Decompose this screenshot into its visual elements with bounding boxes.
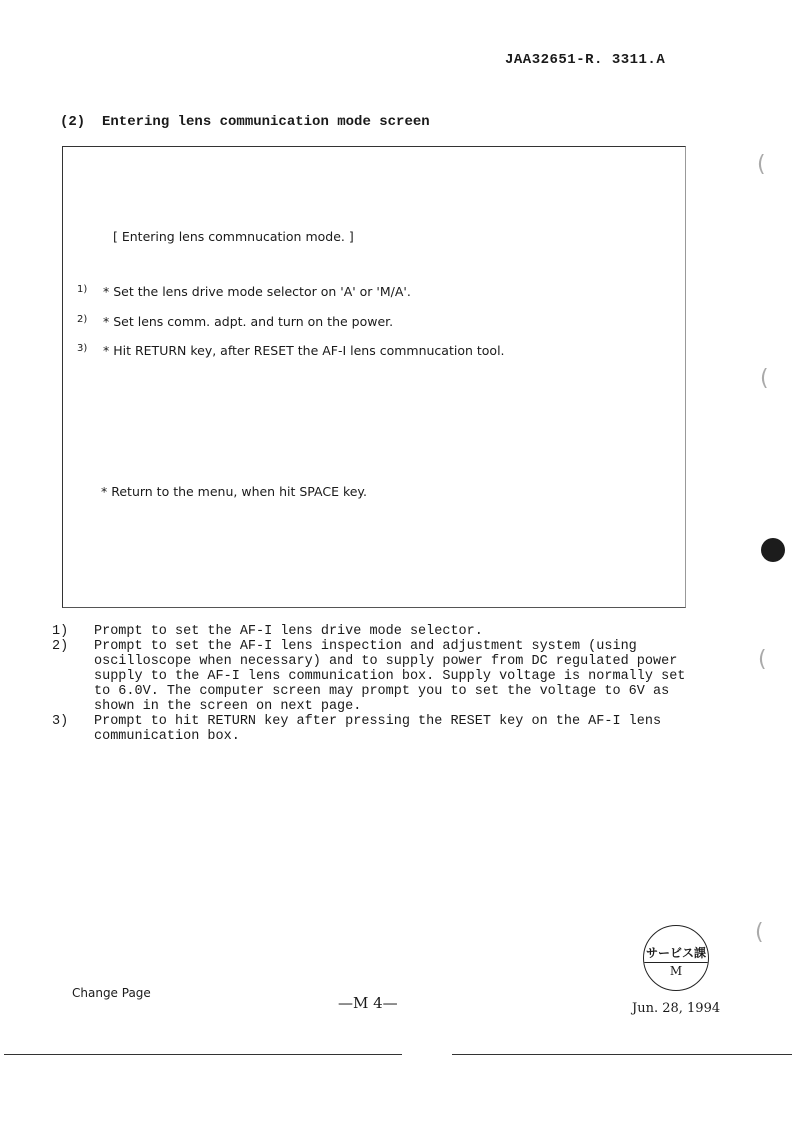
screen-item-text: * Hit RETURN key, after RESET the AF-I lens commnucation tool. bbox=[103, 343, 505, 358]
screen-item-number: 1) bbox=[77, 284, 88, 295]
section-title: (2) Entering lens communication mode screen bbox=[60, 114, 430, 130]
change-page-label: Change Page bbox=[72, 986, 151, 1000]
screen-item-number: 3) bbox=[77, 343, 88, 354]
screen-item-text: * Set the lens drive mode selector on 'A' or 'M/A'. bbox=[103, 284, 411, 299]
binding-hole-mark: ( bbox=[758, 647, 767, 672]
screen-capture-frame bbox=[62, 146, 686, 608]
punch-hole-mark bbox=[761, 538, 785, 562]
notes-list bbox=[52, 624, 702, 744]
screen-item-number: 2) bbox=[77, 314, 88, 325]
screen-item-text: * Set lens comm. adpt. and turn on the power. bbox=[103, 314, 394, 329]
revision-date: Jun. 28, 1994 bbox=[632, 1001, 721, 1016]
binding-hole-mark: ( bbox=[760, 366, 769, 391]
stamp-top-text: サービス課 bbox=[645, 946, 706, 960]
binding-hole-mark: ( bbox=[755, 920, 764, 945]
page-number: —M 4— bbox=[338, 994, 398, 1012]
note-number: 3) bbox=[52, 714, 69, 729]
document-id: JAA32651-R. 3311.A bbox=[505, 52, 666, 68]
screen-footer-instruction: * Return to the menu, when hit SPACE key. bbox=[101, 484, 368, 499]
bottom-divider-right bbox=[452, 1054, 792, 1055]
note-number: 2) bbox=[52, 639, 69, 654]
screen-item bbox=[77, 314, 393, 329]
service-dept-stamp bbox=[643, 925, 709, 991]
note-text: Prompt to set the AF-I lens inspection and adjustment system (using oscilloscope when necessary) and to supply power from DC regulated power supply to the AF-I lens communication box. Supply voltage is normally set to 6.0V. The computer screen may prompt you to set the voltage to 6V as shown in the screen on next page. bbox=[94, 639, 686, 714]
screen-heading: [ Entering lens commnucation mode. ] bbox=[113, 229, 354, 244]
note-text: Prompt to hit RETURN key after pressing the RESET key on the AF-I lens communication box. bbox=[94, 714, 662, 744]
screen-item bbox=[77, 284, 411, 299]
note-text: Prompt to set the AF-I lens drive mode selector. bbox=[94, 624, 483, 639]
stamp-divider bbox=[644, 962, 708, 963]
screen-item bbox=[77, 343, 505, 358]
bottom-divider-left bbox=[4, 1054, 402, 1055]
note-item bbox=[52, 624, 702, 639]
note-item bbox=[52, 714, 702, 744]
note-number: 1) bbox=[52, 624, 69, 639]
stamp-bottom-text: M bbox=[669, 964, 683, 978]
note-item bbox=[52, 639, 702, 714]
binding-hole-mark: ( bbox=[757, 152, 766, 177]
